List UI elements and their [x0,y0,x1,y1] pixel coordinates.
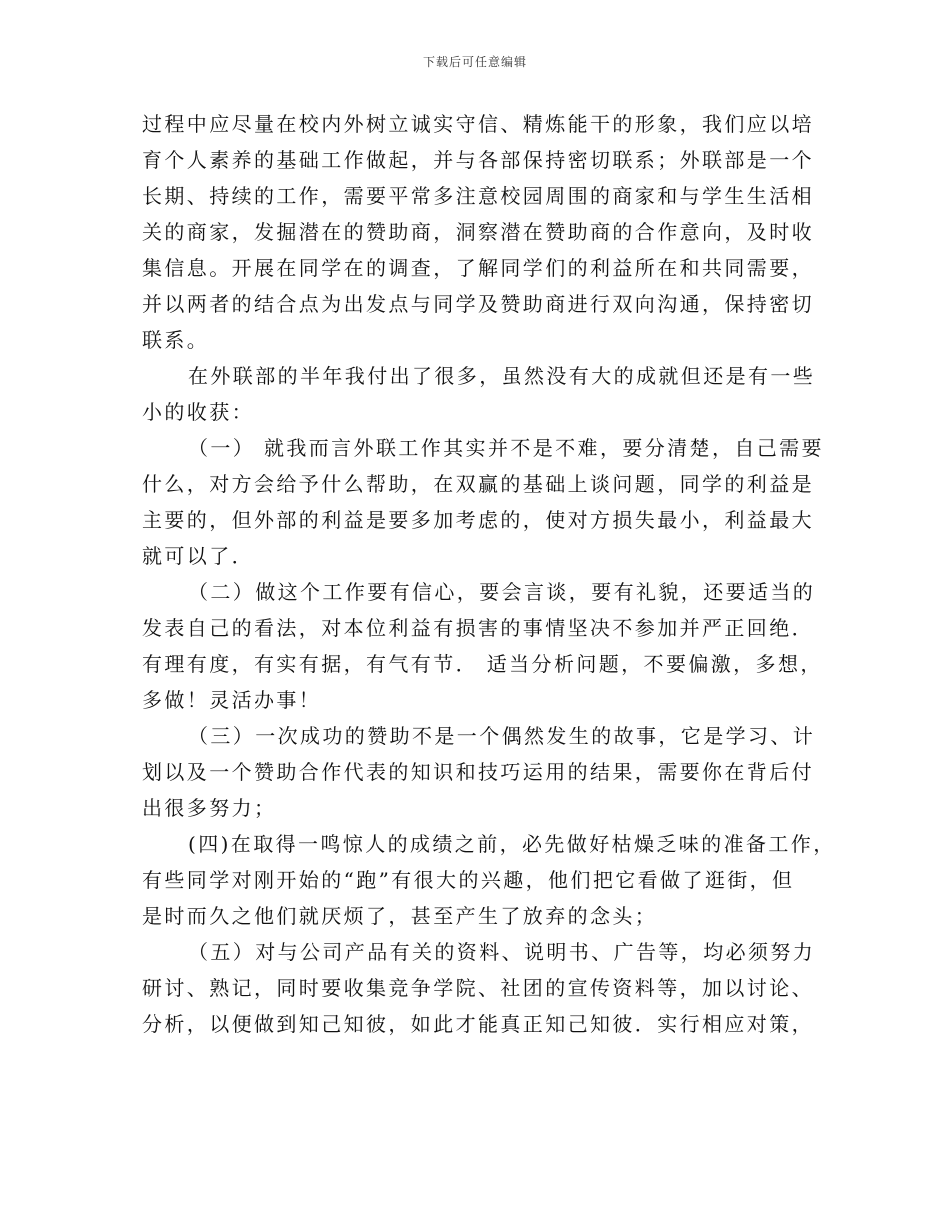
paragraph-start-line: （三）一次成功的赞助不是一个偶然发生的故事，它是学习、计 [188,724,816,748]
text-line: 联系。 [142,328,210,352]
text-line: 长期、持续的工作，需要平常多注意校园周围的商家和与学生生活相 [142,184,814,208]
text-line: 就可以了． [142,544,254,568]
text-line: 发表自己的看法，对本位利益有损害的事情坚决不参加并严正回绝． [142,616,814,640]
paragraph-start-line: （五）对与公司产品有关的资料、说明书、广告等，均必须努力 [188,940,816,964]
text-line: 有些同学对刚开始的“跑”有很大的兴趣，他们把它看做了逛街，但 [142,868,795,892]
document-body [142,106,836,1042]
text-line: 是时而久之他们就厌烦了，甚至产生了放弃的念头； [142,904,658,928]
text-line: 小的收获： [142,400,254,424]
page-header: 下载后可任意编辑 [422,55,527,69]
text-line: 划以及一个赞助合作代表的知识和技巧运用的结果，需要你在背后付 [142,760,814,784]
paragraph-start-line: 在外联部的半年我付出了很多，虽然没有大的成就但还是有一些 [188,364,816,388]
paragraph-start-line: (四)在取得一鸣惊人的成绩之前，必先做好枯燥乏味的准备工作， [188,832,836,856]
paragraph-start-line: （二）做这个工作要有信心，要会言谈，要有礼貌，还要适当的 [188,580,816,604]
paragraph-start-line: （一） 就我而言外联工作其实并不是不难，要分清楚，自己需要 [188,436,824,460]
text-line: 集信息。开展在同学在的调查，了解同学们的利益所在和共同需要， [142,256,814,280]
text-line: 过程中应尽量在校内外树立诚实守信、精炼能干的形象，我们应以培 [142,112,814,136]
text-line: 关的商家，发掘潜在的赞助商，洞察潜在赞助商的合作意向，及时收 [142,220,814,244]
text-line: 什么，对方会给予什么帮助，在双赢的基础上谈问题，同学的利益是 [142,472,814,496]
text-line: 有理有度，有实有据，有气有节． 适当分析问题，不要偏激，多想， [142,652,823,676]
text-line: 多做！灵活办事！ [142,688,322,712]
text-line: 并以两者的结合点为出发点与同学及赞助商进行双向沟通，保持密切 [142,292,814,316]
text-line: 出很多努力； [142,796,277,820]
text-line: 主要的，但外部的利益是要多加考虑的，使对方损失最小，利益最大 [142,508,814,532]
text-line: 研讨、熟记，同时要收集竞争学院、社团的宣传资料等，加以讨论、 [142,976,814,1000]
text-line: 分析，以便做到知己知彼，如此才能真正知己知彼．实行相应对策， [142,1012,814,1036]
text-line: 育个人素养的基础工作做起，并与各部保持密切联系；外联部是一个 [142,148,814,172]
